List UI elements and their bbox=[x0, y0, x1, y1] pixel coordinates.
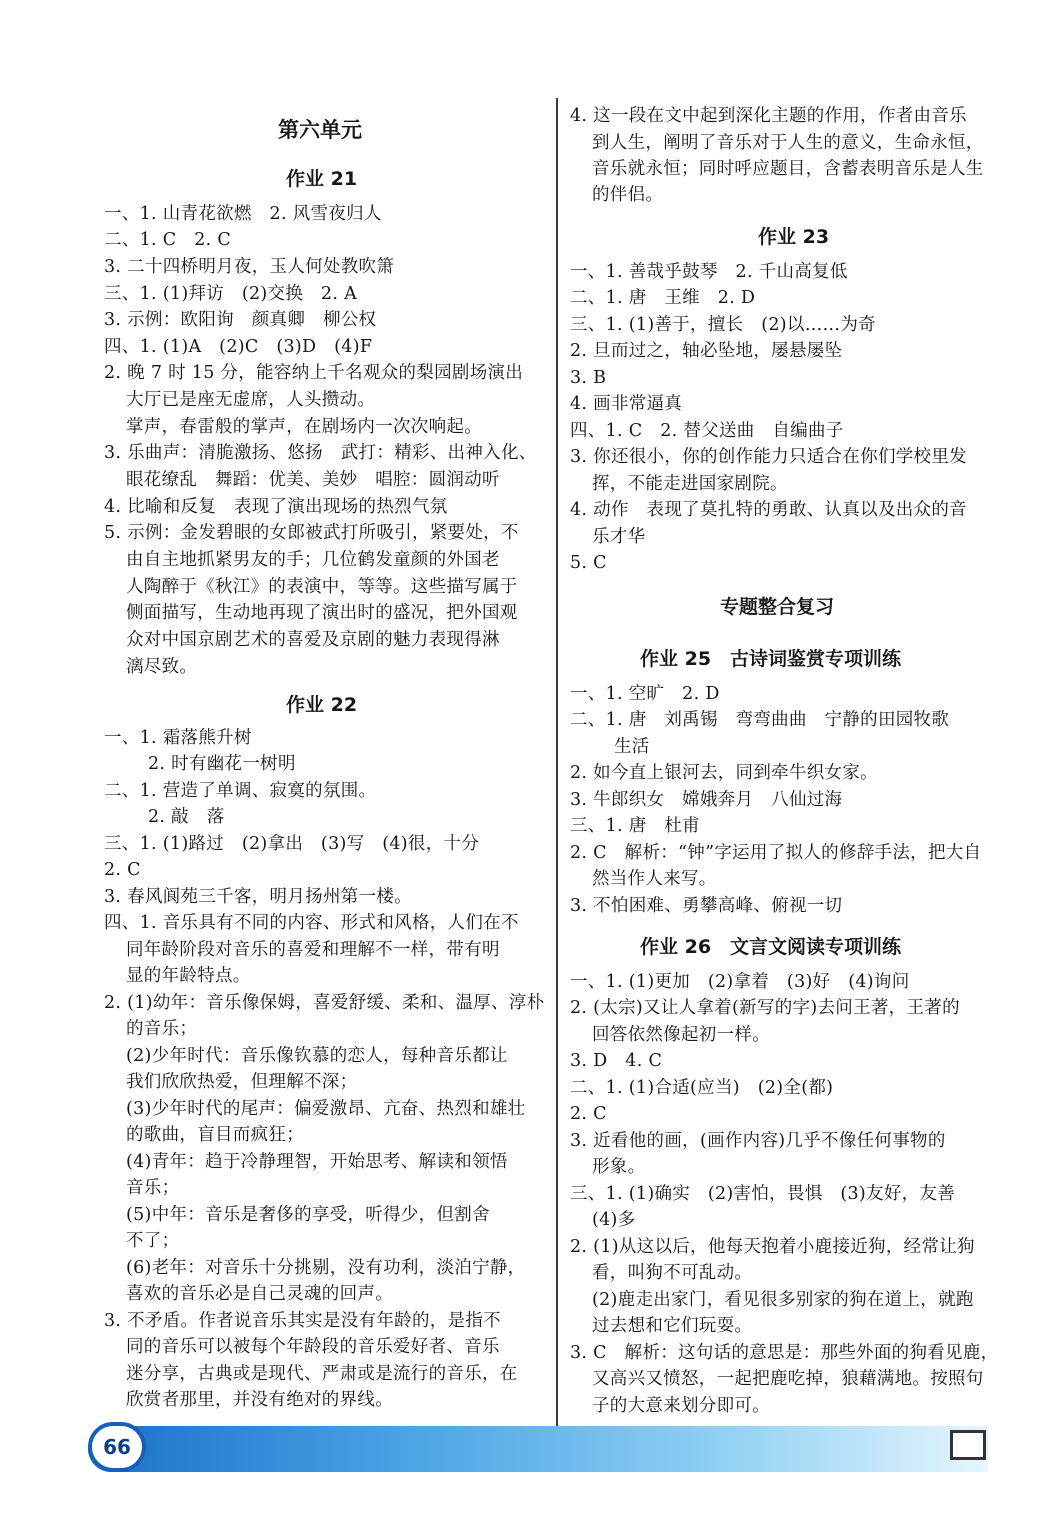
answer-line: 回答依然像起初一样。 bbox=[592, 1025, 770, 1045]
hw26-title: 作业 26 文言文阅读专项训练 bbox=[640, 936, 902, 958]
answer-line: (4)多 bbox=[592, 1210, 636, 1230]
answer-line: 侧面描写，生动地再现了演出时的盛况，把外国观 bbox=[126, 603, 518, 623]
answer-line: 一、1. 善哉乎鼓琴 2. 千山高复低 bbox=[570, 262, 848, 282]
answer-line: 迷分享，古典或是现代、严肃或是流行的音乐，在 bbox=[126, 1364, 518, 1384]
column-divider bbox=[556, 98, 558, 1428]
answer-line: (6)老年：对音乐十分挑剔，没有功利，淡泊宁静， bbox=[126, 1258, 526, 1278]
review-title: 专题整合复习 bbox=[720, 596, 835, 618]
answer-line: 5. C bbox=[570, 553, 607, 573]
answer-line: 然当作人来写。 bbox=[592, 869, 717, 889]
answer-line: 3. 牛郎织女 嫦娥奔月 八仙过海 bbox=[570, 790, 843, 810]
answer-line: 乐才华 bbox=[592, 527, 646, 547]
answer-line: 到人生，阐明了音乐对于人生的意义，生命永恒， bbox=[592, 133, 984, 153]
answer-line: 三、1. (1)善于，擅长 (2)以……为奇 bbox=[570, 315, 876, 335]
answer-line: (3)少年时代的尾声：偏爱激昂、亢奋、热烈和雄壮 bbox=[126, 1099, 526, 1119]
answer-line: 2. 时有幽花一树明 bbox=[148, 754, 296, 774]
answer-line: 子的大意来划分即可。 bbox=[592, 1396, 770, 1416]
answer-line: 喜欢的音乐必是自己灵魂的回声。 bbox=[126, 1284, 393, 1304]
answer-line: 二、1. 营造了单调、寂寞的氛围。 bbox=[104, 781, 377, 801]
answer-line: 2. 如今直上银河去，同到牵牛织女家。 bbox=[570, 763, 878, 783]
answer-line: 二、1. 唐 刘禹锡 弯弯曲曲 宁静的田园牧歌 bbox=[570, 710, 950, 730]
answer-line: 2. C bbox=[104, 860, 141, 880]
answer-line: 一、1. (1)更加 (2)拿着 (3)好 (4)询问 bbox=[570, 972, 910, 992]
answer-line: 一、1. 霜落熊升树 bbox=[104, 728, 252, 748]
answer-line: 2. 敲 落 bbox=[148, 807, 225, 827]
answer-line: 人陶醉于《秋江》的表演中，等等。这些描写属于 bbox=[126, 577, 518, 597]
footer-band bbox=[88, 1426, 988, 1472]
answer-line: 看，叫狗不可乱动。 bbox=[592, 1263, 753, 1283]
answer-line: 4. 比喻和反复 表现了演出现场的热烈气氛 bbox=[104, 497, 448, 517]
answer-line: 2. C 解析：“钟”字运用了拟人的修辞手法，把大自 bbox=[570, 843, 982, 863]
answer-line: (2)少年时代：音乐像钦慕的恋人，每种音乐都让 bbox=[126, 1046, 508, 1066]
answer-line: 同年龄阶段对音乐的喜爱和理解不一样，带有明 bbox=[126, 940, 500, 960]
answer-line: 的伴侣。 bbox=[592, 185, 664, 205]
answer-line: 生活 bbox=[614, 737, 650, 757]
answer-line: 4. 动作 表现了莫扎特的勇敢、认真以及出众的音 bbox=[570, 500, 967, 520]
answer-line: 3. 近看他的画，(画作内容)几乎不像任何事物的 bbox=[570, 1131, 946, 1151]
answer-line: 同的音乐可以被每个年龄段的音乐爱好者、音乐 bbox=[126, 1337, 500, 1357]
hw23-title: 作业 23 bbox=[758, 226, 830, 248]
answer-line: 4. 画非常逼真 bbox=[570, 394, 683, 414]
answer-line: 三、1. 唐 杜甫 bbox=[570, 816, 700, 836]
answer-line: 由自主地抓紧男友的手；几位鹤发童颜的外国老 bbox=[126, 550, 500, 570]
answer-line: 显的年龄特点。 bbox=[126, 966, 251, 986]
answer-line: 三、1. (1)路过 (2)拿出 (3)写 (4)很，十分 bbox=[104, 834, 480, 854]
answer-line: 三、1. (1)拜访 (2)交换 2. A bbox=[104, 284, 358, 304]
answer-line: 四、1. (1)A (2)C (3)D (4)F bbox=[104, 337, 373, 357]
answer-line: 3. 不矛盾。作者说音乐其实是没有年龄的，是指不 bbox=[104, 1311, 501, 1331]
page-number: 66 bbox=[88, 1422, 146, 1472]
answer-line: 四、1. C 2. 替父送曲 自编曲子 bbox=[570, 421, 844, 441]
answer-line: (5)中年：音乐是奢侈的享受，听得少，但割舍 bbox=[126, 1205, 490, 1225]
answer-line: 3. B bbox=[570, 368, 607, 388]
answer-line: 又高兴又愤怒，一起把鹿吃掉，狼藉满地。按照句 bbox=[592, 1369, 984, 1389]
answer-line: 3. 乐曲声：清脆激扬、悠扬 武打：精彩、出神入化、 bbox=[104, 443, 537, 463]
answer-line: 3. C 解析：这句话的意思是：那些外面的狗看见鹿， bbox=[570, 1343, 999, 1363]
answer-line: 3. 不怕困难、勇攀高峰、俯视一切 bbox=[570, 896, 843, 916]
answer-line: 2. 旦而过之，轴必坠地，屡悬屡坠 bbox=[570, 341, 843, 361]
answer-line: 大厅已是座无虚席，人头攒动。 bbox=[126, 390, 376, 410]
answer-line: 2. (1)幼年：音乐像保姆，喜爱舒缓、柔和、温厚、淳朴 bbox=[104, 993, 545, 1013]
answer-line: 3. D 4. C bbox=[570, 1051, 663, 1071]
answer-line: 形象。 bbox=[592, 1157, 646, 1177]
unit-title: 第六单元 bbox=[278, 118, 362, 142]
answer-line: 3. 示例：欧阳询 颜真卿 柳公权 bbox=[104, 310, 377, 330]
answer-line: 不了； bbox=[126, 1231, 180, 1251]
answer-line: 3. 你还很小，你的创作能力只适合在你们学校里发 bbox=[570, 447, 967, 467]
answer-line: 二、1. 唐 王维 2. D bbox=[570, 288, 756, 308]
answer-line: (4)青年：趋于冷静理智，开始思考、解读和领悟 bbox=[126, 1152, 508, 1172]
answer-line: 三、1. (1)确实 (2)害怕，畏惧 (3)友好，友善 bbox=[570, 1184, 956, 1204]
answer-line: 音乐就永恒；同时呼应题目，含蓄表明音乐是人生 bbox=[592, 159, 984, 179]
answer-line: 众对中国京剧艺术的喜爱及京剧的魅力表现得淋 bbox=[126, 630, 500, 650]
answer-line: 漓尽致。 bbox=[126, 657, 198, 677]
answer-line: 2. (太宗)又让人拿着(新写的字)去问王著，王著的 bbox=[570, 998, 960, 1018]
answer-line: 2. (1)从这以后，他每天抱着小鹿接近狗，经常让狗 bbox=[570, 1237, 975, 1257]
answer-line: 3. 春风阆苑三千客，明月扬州第一楼。 bbox=[104, 887, 412, 907]
answer-line: 一、1. 空旷 2. D bbox=[570, 684, 720, 704]
answer-line: 4. 这一段在文中起到深化主题的作用，作者由音乐 bbox=[570, 106, 967, 126]
answer-line: 过去想和它们玩耍。 bbox=[592, 1316, 753, 1336]
hw22-title: 作业 22 bbox=[286, 694, 358, 716]
corner-box-icon bbox=[950, 1430, 986, 1460]
answer-line: 5. 示例：金发碧眼的女郎被武打所吸引，紧要处，不 bbox=[104, 523, 519, 543]
answer-line: 欣赏者那里，并没有绝对的界线。 bbox=[126, 1390, 393, 1410]
answer-line: 我们欣欣热爱，但理解不深； bbox=[126, 1072, 358, 1092]
answer-line: 音乐； bbox=[126, 1178, 180, 1198]
answer-line: (2)鹿走出家门，看见很多别家的狗在道上，就跑 bbox=[592, 1290, 974, 1310]
answer-line: 二、1. C 2. C bbox=[104, 230, 232, 250]
answer-line: 眼花缭乱 舞蹈：优美、美妙 唱腔：圆润动听 bbox=[126, 470, 500, 490]
answer-line: 2. 晚 7 时 15 分，能容纳上千名观众的梨园剧场演出 bbox=[104, 363, 524, 383]
answer-line: 挥，不能走进国家剧院。 bbox=[592, 474, 788, 494]
hw25-title: 作业 25 古诗词鉴赏专项训练 bbox=[640, 648, 902, 670]
answer-line: 的歌曲，盲目而疯狂； bbox=[126, 1125, 304, 1145]
answer-line: 2. C bbox=[570, 1104, 607, 1124]
answer-line: 掌声，春雷般的掌声，在剧场内一次次响起。 bbox=[126, 417, 482, 437]
hw21-title: 作业 21 bbox=[286, 168, 358, 190]
answer-line: 四、1. 音乐具有不同的内容、形式和风格，人们在不 bbox=[104, 913, 519, 933]
answer-line: 3. 二十四桥明月夜，玉人何处教吹箫 bbox=[104, 257, 395, 277]
answer-line: 二、1. (1)合适(应当) (2)全(都) bbox=[570, 1078, 834, 1098]
answer-line: 的音乐； bbox=[126, 1019, 198, 1039]
answer-line: 一、1. 山青花欲燃 2. 风雪夜归人 bbox=[104, 204, 382, 224]
